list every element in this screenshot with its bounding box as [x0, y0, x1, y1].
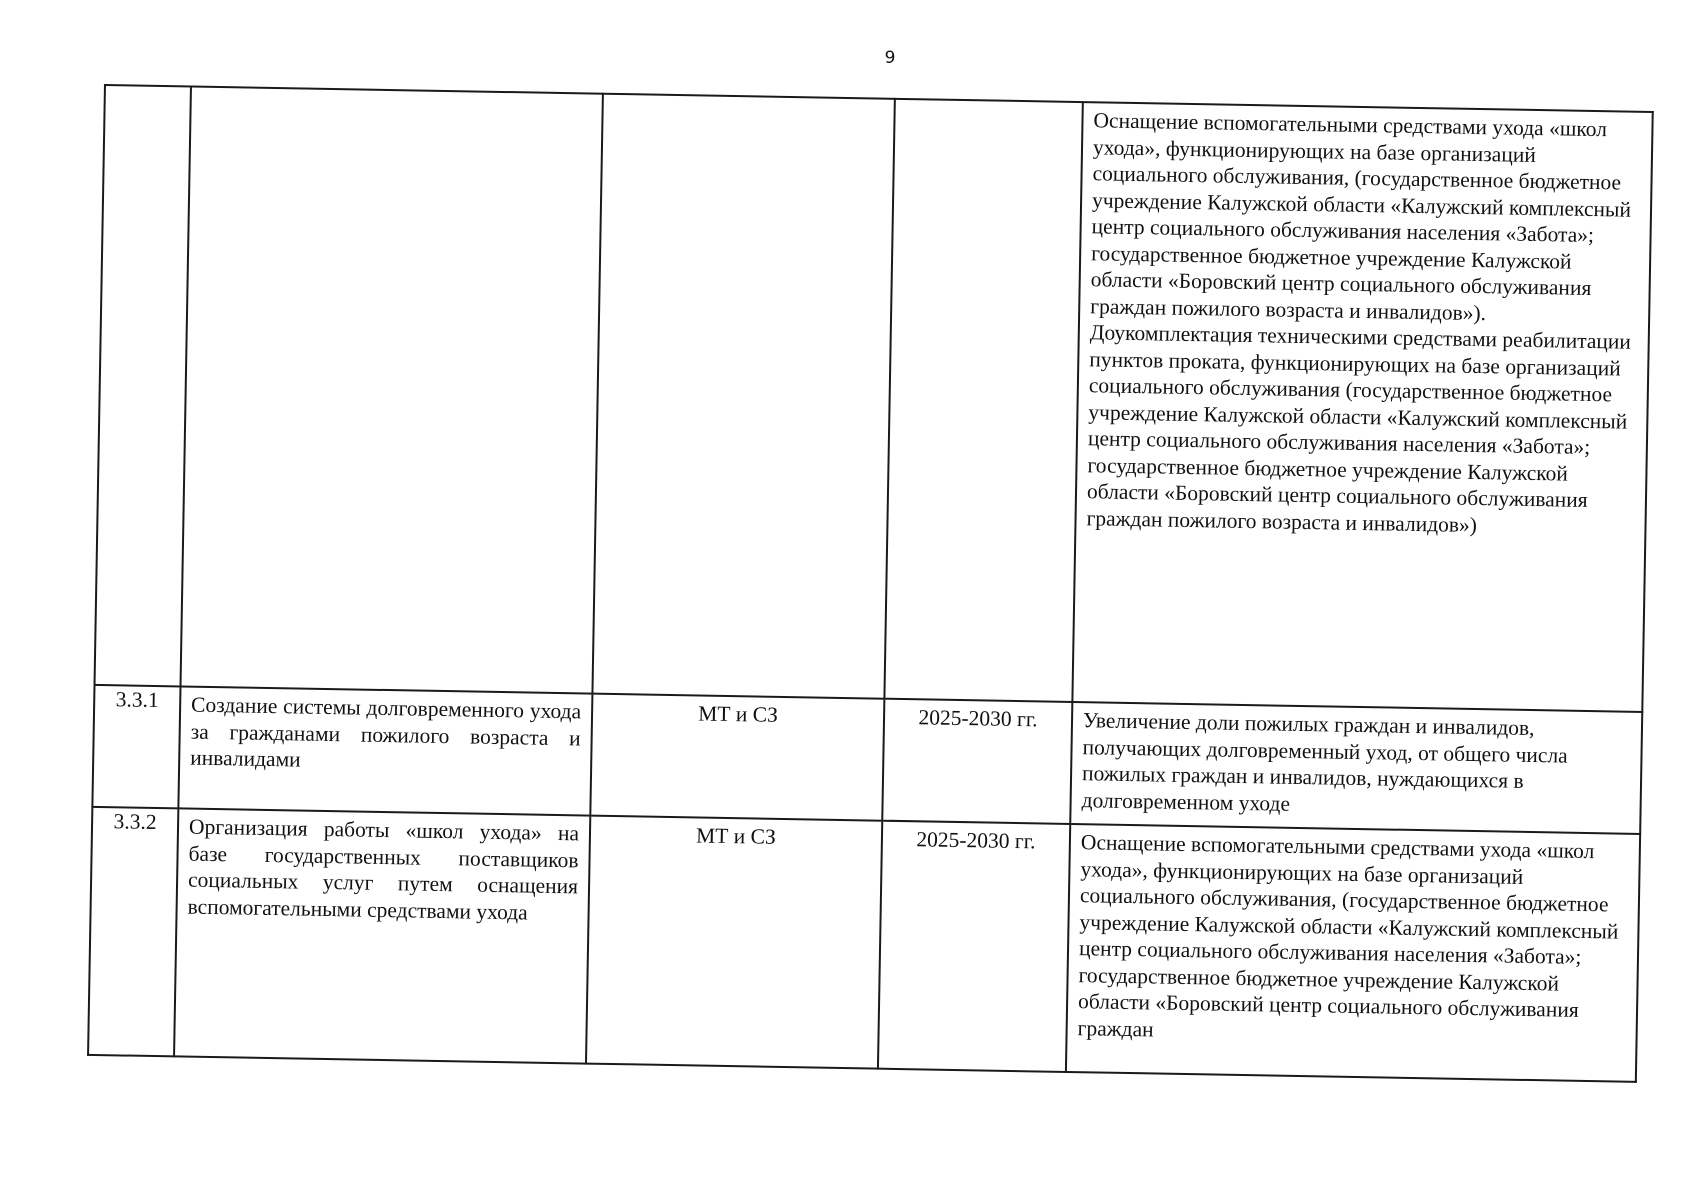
cell-executor: МТ и СЗ	[586, 816, 882, 1069]
table-row-3-3-2	[88, 807, 1640, 1082]
cell-action: Организация работы «школ ухода» на базе государственных поставщиков социальных услуг путем оснащения вспомогательными средствами ухода	[174, 808, 590, 1063]
cell-period: 2025-2030 гг.	[878, 821, 1070, 1072]
cell-period: 2025-2030 гг.	[882, 699, 1072, 824]
table-row-continuation	[95, 85, 1653, 712]
cell-period	[884, 99, 1082, 702]
cell-executor: МТ и СЗ	[590, 694, 884, 821]
cell-result: Увеличение доли пожилых граждан и инвалидов, получающих долговременный уход, от общего числа пожилых граждан и инвалидов, нуждающихся в долговременном уходе	[1070, 702, 1642, 834]
cell-number: 3.3.2	[88, 807, 178, 1056]
cell-number	[95, 85, 191, 686]
cell-executor	[592, 94, 894, 699]
measures-table	[87, 84, 1654, 1083]
cell-result	[1066, 824, 1640, 1082]
cell-result-text: Оснащение вспомогательными средствами ухода «школ ухода», функционирующих на базе организаций социального обслуживания, (государственное бюджетное учреждение Калужской области «Калужский комплексный центр социального обслуживания населения «Забота»; государственное бюджетное учреждение Калужской области «Боровский центр социального обслуживания граждан	[1077, 830, 1619, 1041]
page-number: 9	[884, 48, 896, 68]
cell-result: Оснащение вспомогательными средствами ухода «школ ухода», функционирующих на базе организаций социального обслуживания, (государственное бюджетное учреждение Калужской области «Калужский комплексный центр социального обслуживания населения «Забота»; государственное бюджетное учреждение Калужской области «Боровский центр социального обслуживания граждан пожилого возраста и инвалидов»). Доукомплектация техническими средствами реабилитации пунктов проката, функционирующих на базе организаций социального обслуживания (государственное бюджетное учреждение Калужской области «Калужский комплексный центр социального обслуживания населения «Забота»; государственное бюджетное учреждение Калужской области «Боровский центр социального обслуживания граждан пожилого возраста и инвалидов»)	[1072, 102, 1652, 712]
cell-action	[180, 87, 602, 694]
cell-number: 3.3.1	[92, 685, 180, 808]
cell-action: Создание системы долговременного ухода за гражданами пожилого возраста и инвалидами	[178, 686, 592, 815]
